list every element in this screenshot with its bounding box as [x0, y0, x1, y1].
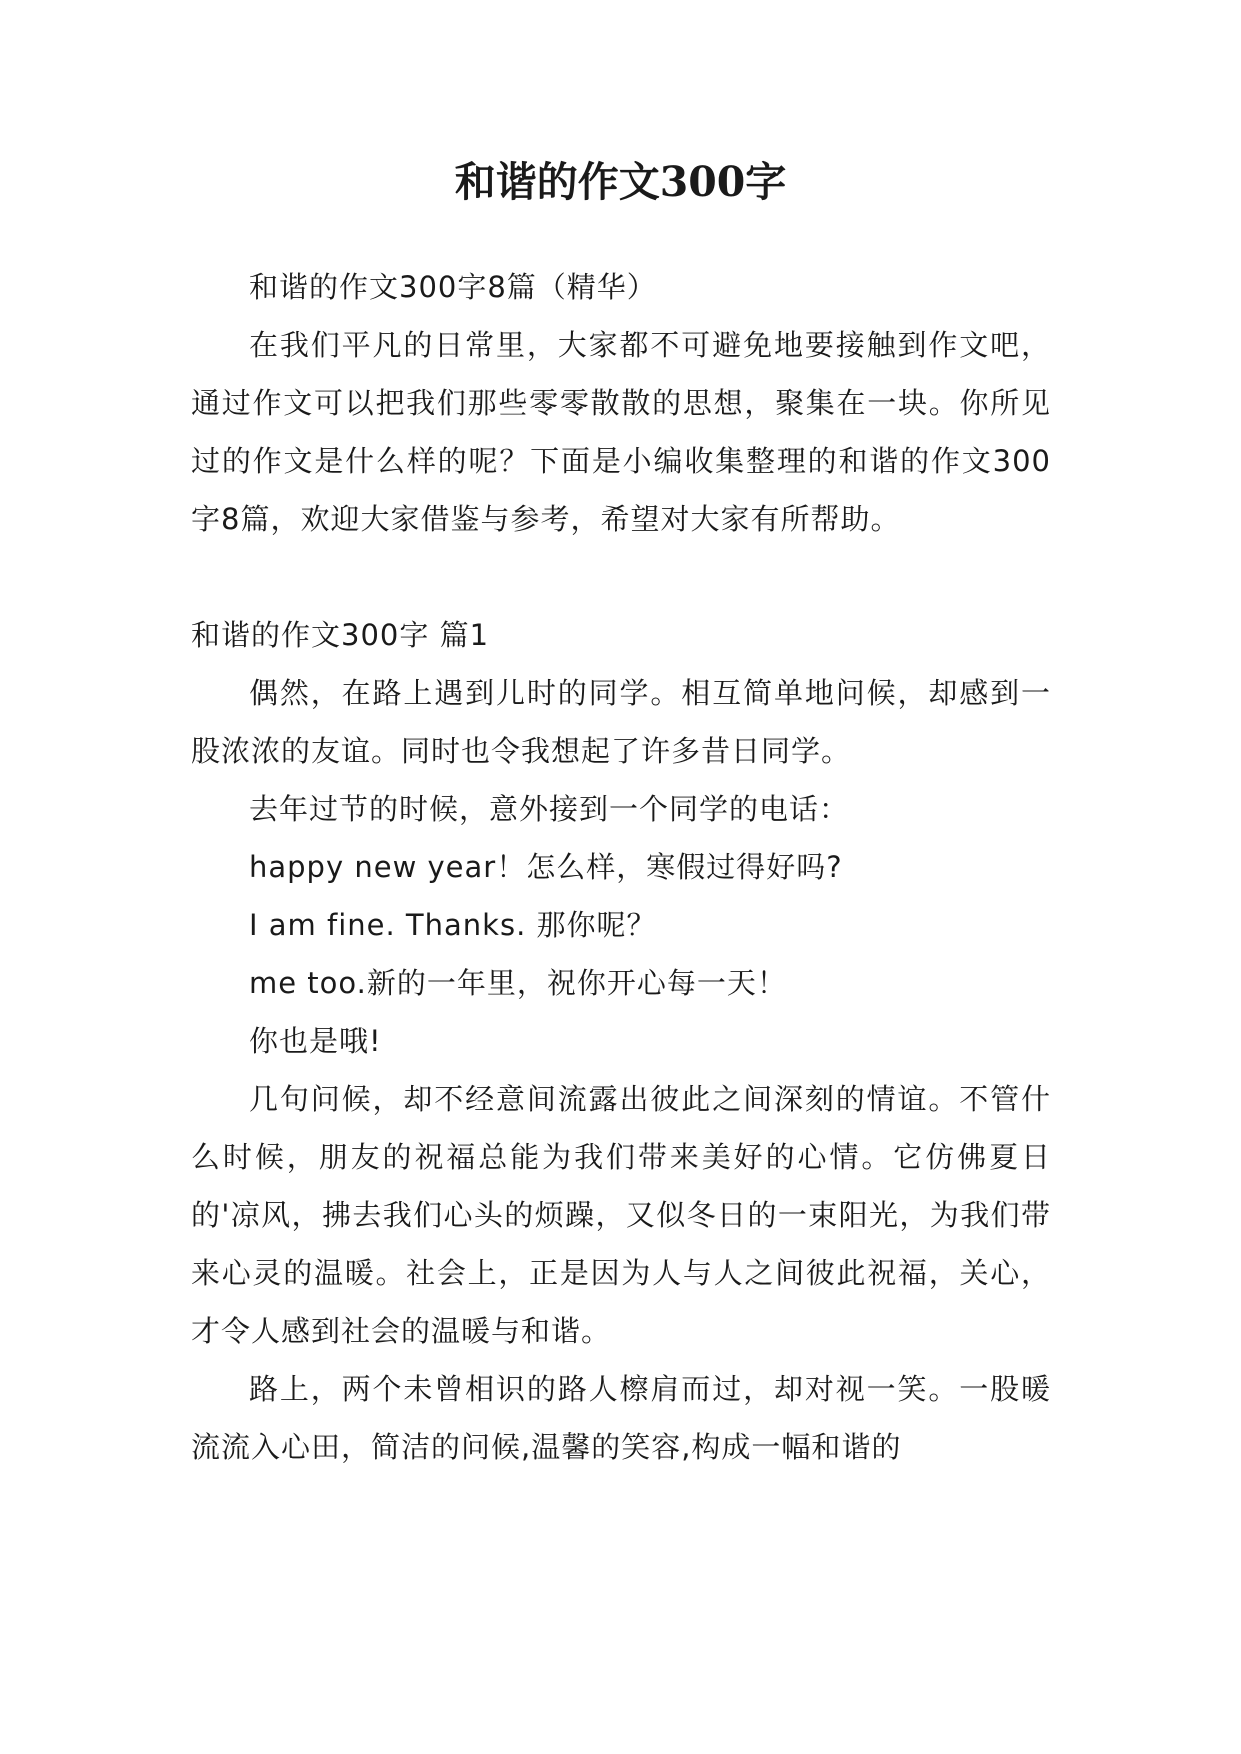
- section-spacer: [191, 548, 1051, 606]
- paragraph: I am fine. Thanks. 那你呢？: [249, 908, 657, 942]
- paragraph: 几句问候，却不经意间流露出彼此之间深刻的情谊。不管什么时候，朋友的祝福总能为我们带来美好的心情。它仿佛夏日的'凉风，拂去我们心头的烦躁，又似冬日的一束阳光，为我们带来心灵的温暖。社会上，正是因为人与人之间彼此祝福，关心，才令人感到社会的温暖与和谐。: [191, 1082, 1051, 1348]
- paragraph: 去年过节的时候，意外接到一个同学的电话：: [249, 792, 850, 826]
- paragraph: 路上，两个未曾相识的路人檫肩而过，却对视一笑。一股暖流流入心田，简洁的问候,温馨的笑容,构成一幅和谐的: [191, 1372, 1051, 1464]
- page-title: 和谐的作文300字: [454, 158, 787, 206]
- paragraph: 偶然，在路上遇到儿时的同学。相互简单地问候，却感到一股浓浓的友谊。同时也令我想起了许多昔日同学。: [191, 676, 1051, 768]
- paragraph: happy new year！怎么样，寒假过得好吗?: [249, 850, 843, 884]
- intro-paragraph: 在我们平凡的日常里，大家都不可避免地要接触到作文吧，通过作文可以把我们那些零零散散的思想，聚集在一块。你所见过的作文是什么样的呢？下面是小编收集整理的和谐的作文300字8篇，欢迎大家借鉴与参考，希望对大家有所帮助。: [191, 328, 1051, 536]
- document-subtitle: 和谐的作文300字8篇（精华）: [249, 270, 657, 304]
- document-body: [191, 258, 1051, 1476]
- paragraph: 你也是哦!: [249, 1024, 382, 1058]
- paragraph: me too.新的一年里，祝你开心每一天！: [249, 966, 787, 1000]
- section-heading: 和谐的作文300字 篇1: [191, 618, 490, 652]
